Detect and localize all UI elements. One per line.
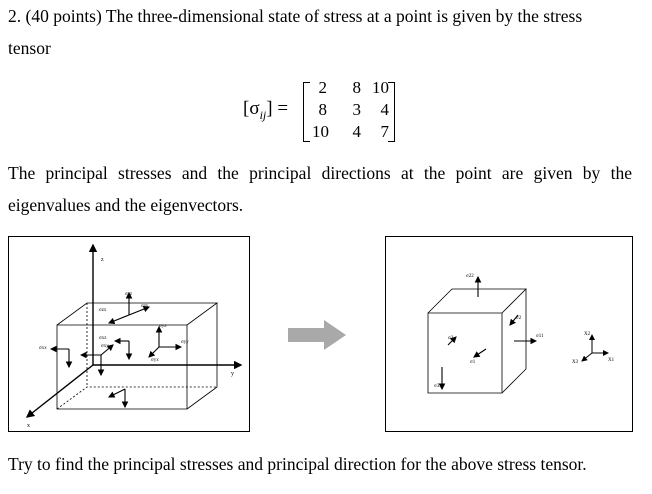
transform-arrow xyxy=(286,318,348,352)
axis-x2: X2 xyxy=(584,332,591,337)
label-szx: σzx xyxy=(99,308,107,313)
label-s22: σ22 xyxy=(466,274,474,279)
axis-x1: X1 xyxy=(608,358,615,363)
z-axis-label: z xyxy=(101,257,104,263)
label-sxx: σxx xyxy=(39,346,47,351)
label-syy: σyy xyxy=(181,340,189,345)
matrix-cell-31: 10 xyxy=(312,122,329,141)
problem-line-1: 2. (40 points) The three-dimensional state of stress at a point is given by the stress xyxy=(8,6,583,26)
problem-footer: Try to find the principal stresses and principal direction for the above stress tensor. xyxy=(8,454,587,474)
label-sxy: σxy xyxy=(101,344,109,349)
y-axis-label: y xyxy=(231,371,234,377)
label-s11: σ11 xyxy=(536,334,544,339)
label-s1: σ1 xyxy=(470,360,476,365)
problem-line-3: The principal stresses and the principal directions at the point are given by the xyxy=(8,163,632,183)
problem-line-2: tensor xyxy=(8,38,51,58)
matrix-cell-13: 10 xyxy=(372,78,389,97)
problem-line-4: eigenvalues and the eigenvectors. xyxy=(8,195,244,215)
label-syz: σyz xyxy=(159,324,167,329)
label-s33: σ33 xyxy=(434,384,442,389)
stress-tensor-equation xyxy=(243,80,403,146)
label-s3: σ3 xyxy=(448,336,454,341)
matrix-cell-23: 4 xyxy=(380,100,389,119)
general-stress-figure xyxy=(8,236,250,432)
principal-stress-diagram xyxy=(386,237,632,431)
matrix-cell-11: 2 xyxy=(318,78,327,97)
label-szy: σzy xyxy=(141,304,149,309)
x-axis-label: x xyxy=(27,423,30,429)
matrix-cell-33: 7 xyxy=(380,122,389,141)
stress-matrix xyxy=(303,80,395,144)
matrix-cell-12: 8 xyxy=(352,78,361,97)
label-szz: σzz xyxy=(125,292,133,297)
axis-x3: X3 xyxy=(572,360,579,365)
matrix-cell-32: 4 xyxy=(352,122,361,141)
label-sxz: σxz xyxy=(99,336,107,341)
label-s2: σ2 xyxy=(516,316,522,321)
matrix-cell-22: 3 xyxy=(352,100,361,119)
label-syx: σyx xyxy=(151,358,159,363)
general-stress-diagram xyxy=(9,237,249,431)
matrix-cell-21: 8 xyxy=(318,100,327,119)
principal-stress-figure xyxy=(385,236,633,432)
tensor-lhs: $[\sigma_{ij}]$ = xyxy=(243,98,289,122)
